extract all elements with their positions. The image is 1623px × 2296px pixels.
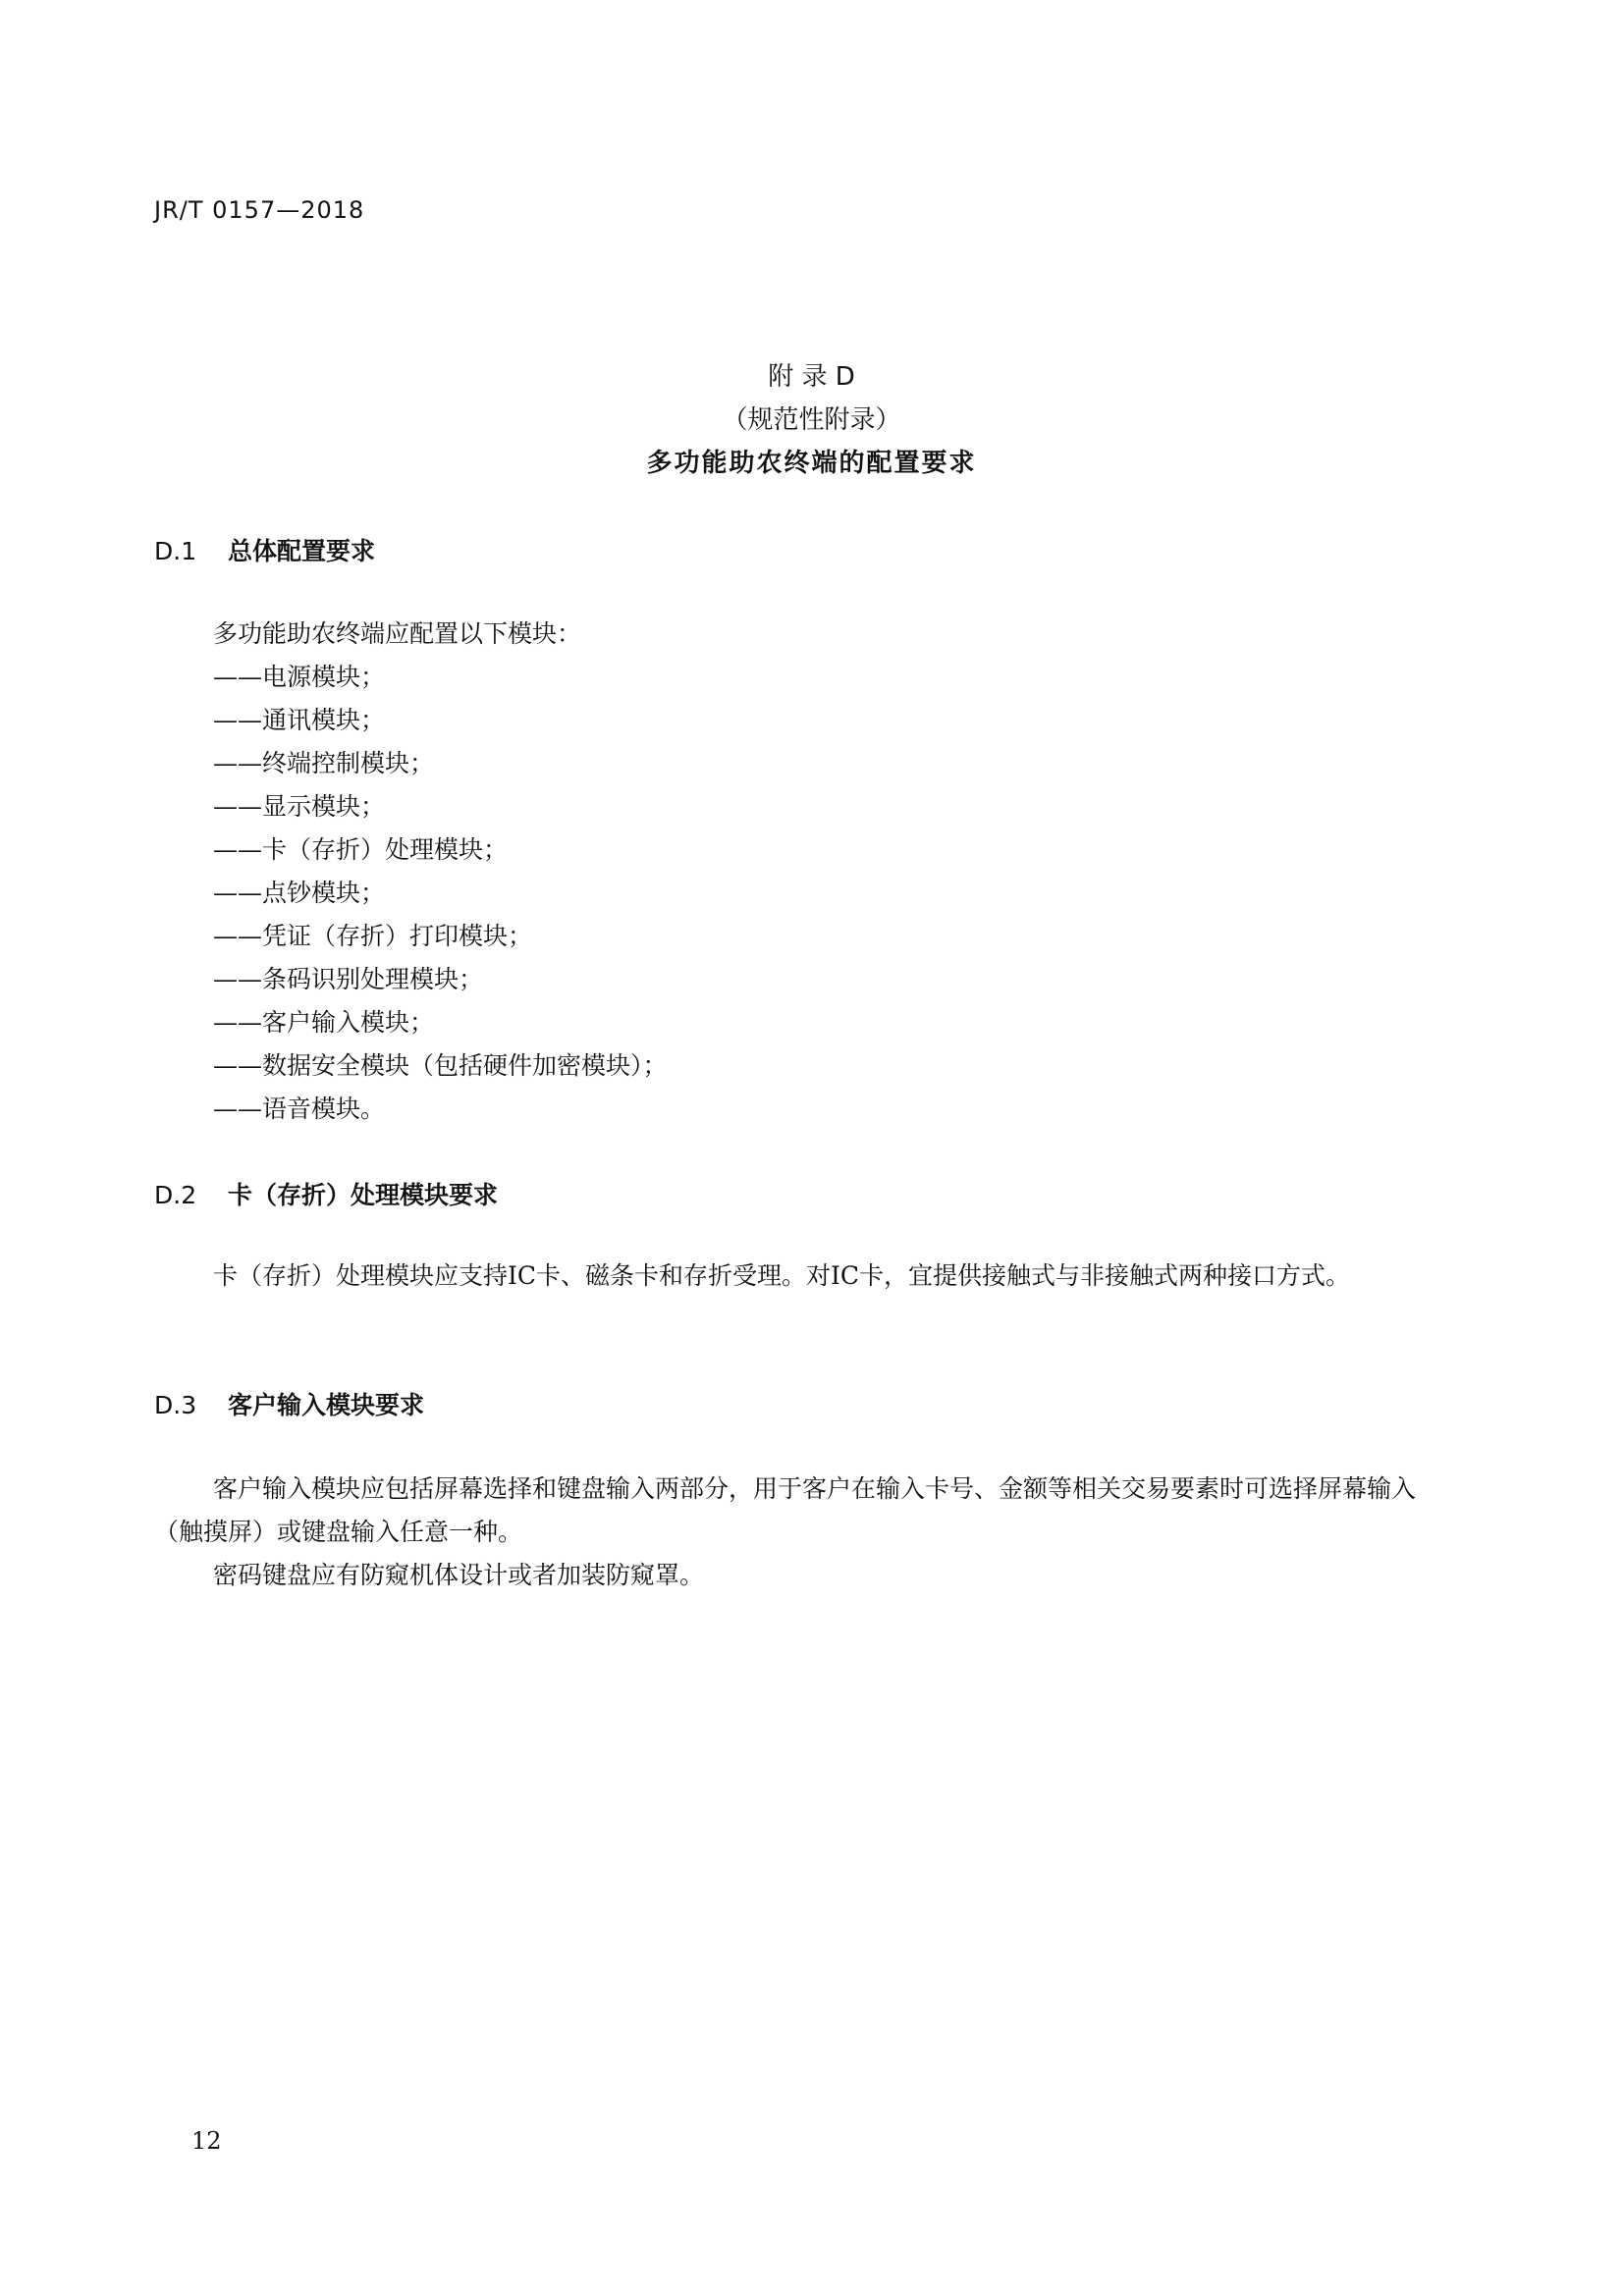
standard-number: JR/T 0157—2018 [154,196,365,224]
section-heading-d3 [154,1386,424,1421]
section-title: 客户输入模块要求 [228,1391,425,1419]
section-heading-d1 [154,532,375,567]
list-item: ——语音模块。 [213,1095,386,1123]
appendix-type: （规范性附录） [722,405,901,435]
list-item: ——电源模块； [213,663,386,691]
section-number: D.1 [154,537,197,565]
appendix-title: 多功能助农终端的配置要求 [646,449,977,478]
page-number: 12 [191,2127,222,2155]
section-number: D.3 [154,1391,197,1419]
section-body-d1 [154,613,1450,1131]
paragraph: 多功能助农终端应配置以下模块： [213,619,582,648]
paragraph: 密码键盘应有防窥机体设计或者加装防窥罩。 [213,1561,705,1589]
list-item: ——数据安全模块（包括硬件加密模块）； [213,1051,668,1080]
list-item: ——点钞模块； [213,879,386,907]
section-body-d3 [154,1468,1450,1597]
list-item: ——卡（存折）处理模块； [213,835,509,864]
list-item: ——条码识别处理模块； [213,965,484,993]
list-item: ——凭证（存折）打印模块； [213,922,533,950]
appendix-heading [0,355,1623,485]
section-body-d2 [154,1255,1450,1298]
section-heading-d2 [154,1176,498,1211]
section-title: 卡（存折）处理模块要求 [228,1181,499,1209]
paragraph: 客户输入模块应包括屏幕选择和键盘输入两部分，用于客户在输入卡号、金额等相关交易要素时可选择屏幕输入（触摸屏）或键盘输入任意一种。 [154,1474,1417,1546]
list-item: ——显示模块； [213,792,386,821]
list-item: ——终端控制模块； [213,749,435,777]
paragraph: 卡（存折）处理模块应支持IC卡、磁条卡和存折受理。对IC卡，宜提供接触式与非接触式两种接口方式。 [213,1261,1351,1290]
section-number: D.2 [154,1181,197,1209]
list-item: ——客户输入模块； [213,1008,435,1037]
list-item: ——通讯模块； [213,706,386,734]
appendix-label: 附 录 D [768,362,855,392]
section-title: 总体配置要求 [228,537,376,565]
